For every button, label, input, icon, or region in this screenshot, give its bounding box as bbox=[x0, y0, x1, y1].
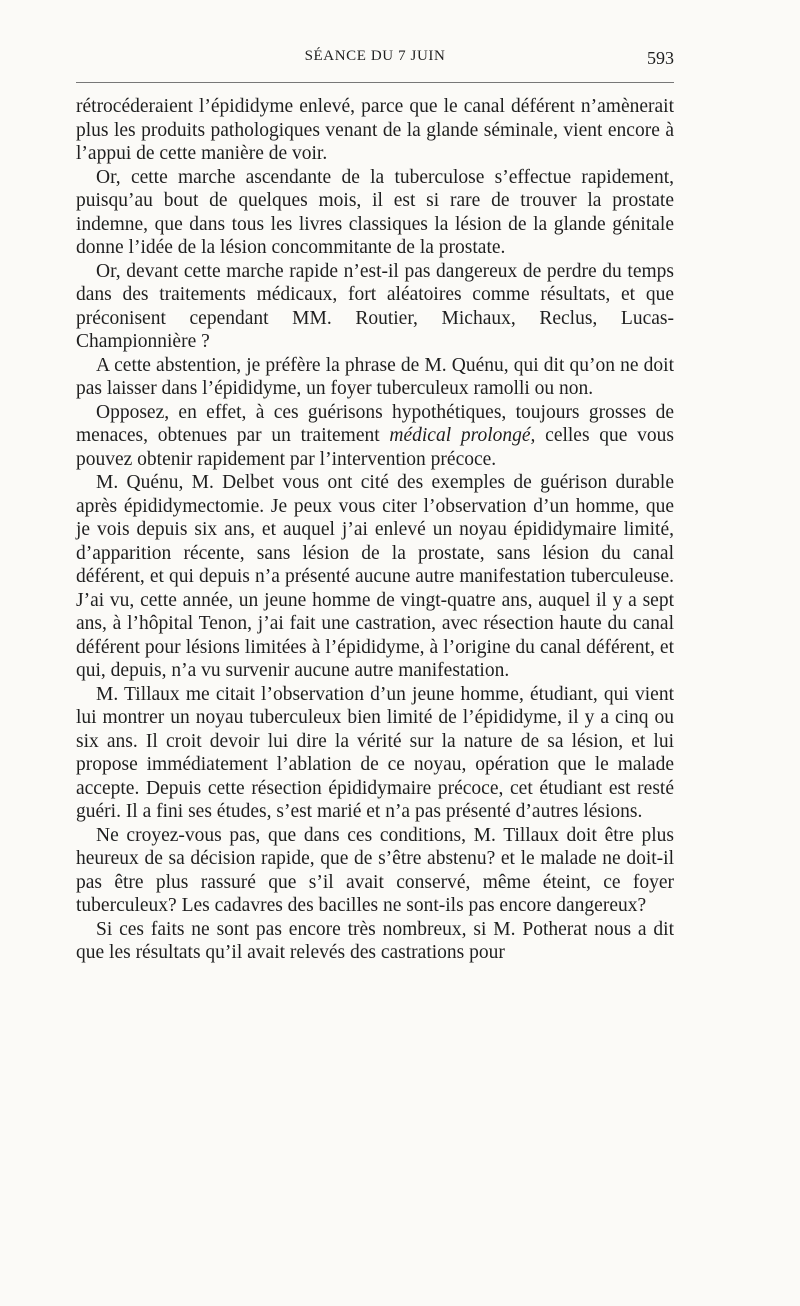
paragraph: Or, cette marche ascendante de la tuberculose s’effectue rapidement, puisqu’au bout de quelques mois, il est si rare de trouver la prostate indemne, que dans tous les livres classiques la lésion de la glande génitale donne l’idée de la lésion concommitante de la prostate. bbox=[76, 166, 674, 258]
page-number: 593 bbox=[647, 48, 674, 68]
italic-phrase: médical prolongé, bbox=[389, 425, 536, 446]
paragraph-text: celles que vous pouvez obtenir rapidement par l’intervention précoce. bbox=[76, 425, 675, 470]
paragraph: rétrocéderaient l’épididyme enlevé, parce que le canal déférent n’amènerait plus les produits pathologiques venant de la glande séminale, vient encore à l’appui de cette manière de voir. bbox=[76, 96, 674, 164]
paragraph-text: Opposez, en effet, à ces guérisons hypothétiques, toujours grosses de menaces, obtenues par un traitement bbox=[76, 401, 674, 446]
paragraph bbox=[76, 401, 674, 472]
paragraph: A cette abstention, je préfère la phrase de M. Quénu, qui dit qu’on ne doit pas laisser dans l’épididyme, un foyer tuberculeux ramolli ou non. bbox=[76, 354, 674, 399]
paragraph: Ne croyez-vous pas, que dans ces conditions, M. Tillaux doit être plus heureux de sa décision rapide, que de s’être abstenu? et le malade ne doit-il pas être plus rassuré que s’il avait conservé, même éteint, ce foyer tuberculeux? Les cadavres des bacilles ne sont-ils pas encore dangereux? bbox=[76, 824, 674, 916]
paragraph: M. Quénu, M. Delbet vous ont cité des exemples de guérison durable après épididymectomie. Je peux vous citer l’observation d’un homme, que je vois depuis six ans, et auquel j’ai enlevé un noyau épididymaire limité, d’apparition récente, sans lésion de la prostate, sans lésion du canal déférent, et qui depuis n’a présenté aucune autre manifestation tuberculeuse. J’ai vu, cette année, un jeune homme de vingt-quatre ans, auquel il y a sept ans, à l’hôpital Tenon, j’ai fait une castration, avec résection haute du canal déférent pour lésions limitées à l’épididyme, à l’origine du canal déférent, et qui, depuis, n’a vu survenir aucune autre manifestation. bbox=[76, 472, 674, 681]
paragraph: Si ces faits ne sont pas encore très nombreux, si M. Potherat nous a dit que les résultats qu’il avait relevés des castrations pour bbox=[76, 918, 674, 963]
running-head: SÉANCE DU 7 JUIN bbox=[304, 48, 446, 64]
paragraph: M. Tillaux me citait l’observation d’un jeune homme, étudiant, qui vient lui montrer un noyau tuberculeux bien limité de l’épididyme, il y a cinq ou six ans. Il croit devoir lui dire la vérité sur la nature de sa lésion, et lui propose immédiatement l’ablation de ce noyau, opération que le malade accepte. Depuis cette résection épididymaire précoce, cet étudiant est resté guéri. Il a fini ses études, s’est marié et n’a pas présenté d’autres lésions. bbox=[76, 683, 674, 822]
header-rule bbox=[76, 82, 674, 83]
body-text bbox=[76, 95, 674, 965]
page-header bbox=[76, 42, 674, 72]
paragraph: Or, devant cette marche rapide n’est-il pas dangereux de perdre du temps dans des traitements médicaux, fort aléatoires comme résultats, et que préconisent cependant MM. Routier, Michaux, Reclus, Lucas-Championnière ? bbox=[76, 260, 674, 352]
